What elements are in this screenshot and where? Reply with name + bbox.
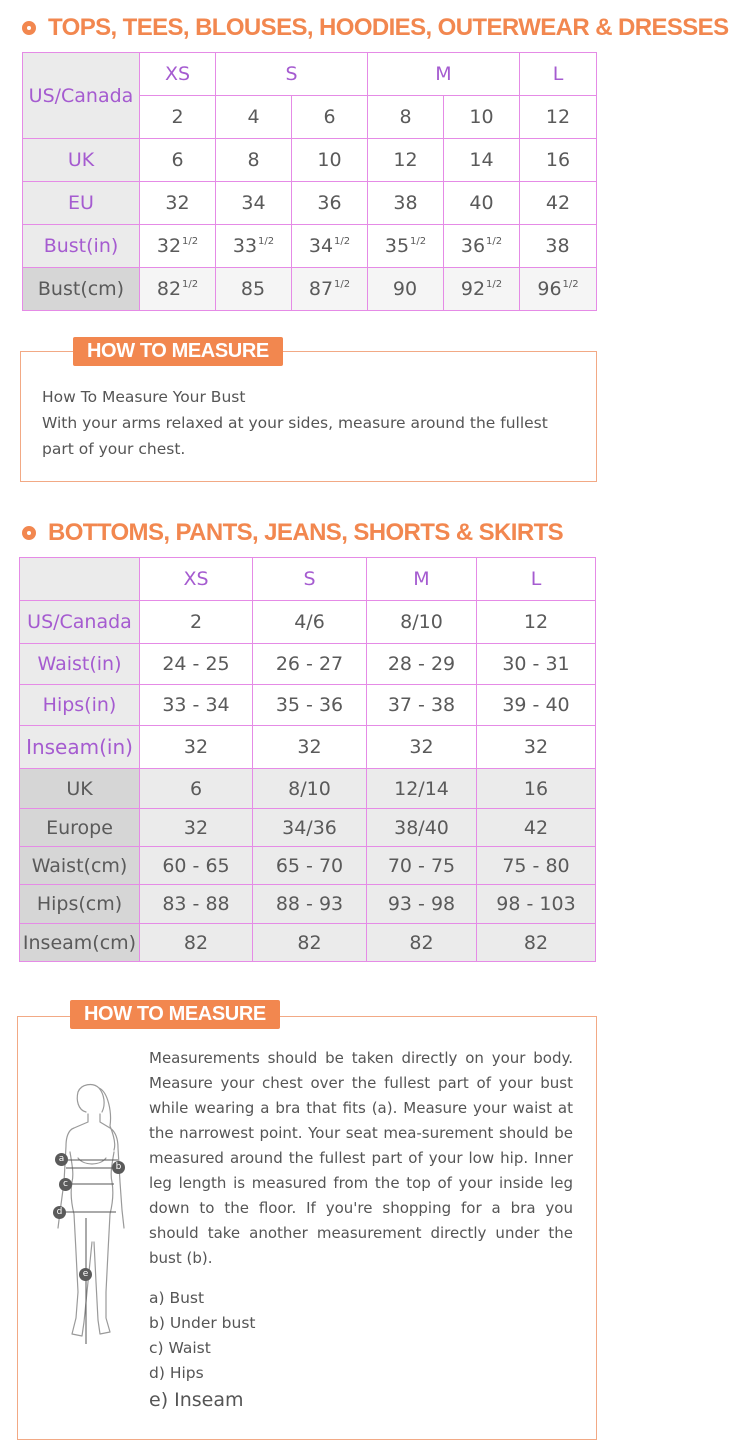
table-cell: 35 - 36 bbox=[253, 685, 367, 726]
size-l-header: L bbox=[477, 558, 596, 601]
bottoms-size-table bbox=[19, 557, 596, 962]
table-cell: 98 - 103 bbox=[477, 885, 596, 924]
table-cell: 88 - 93 bbox=[253, 885, 367, 924]
us-size-cell: 6 bbox=[292, 96, 368, 139]
row-label-hips-in: Hips(in) bbox=[20, 685, 140, 726]
us-size-cell: 4 bbox=[216, 96, 292, 139]
uk-size-cell: 14 bbox=[444, 139, 520, 182]
table-cell: 30 - 31 bbox=[477, 644, 596, 685]
table-cell: 65 - 70 bbox=[253, 847, 367, 885]
table-cell: 34/36 bbox=[253, 809, 367, 847]
legend-item-inseam: e) Inseam bbox=[149, 1389, 244, 1411]
bust-cm-cell: $92^{1/2}$ bbox=[444, 268, 520, 311]
row-label-hips-cm: Hips(cm) bbox=[20, 885, 140, 924]
size-xs-header: XS bbox=[140, 53, 216, 96]
table-cell: 38/40 bbox=[367, 809, 477, 847]
uk-size-cell: 16 bbox=[520, 139, 597, 182]
bust-in-cell: $33^{1/2}$ bbox=[216, 225, 292, 268]
table-cell: 24 - 25 bbox=[140, 644, 253, 685]
table-cell: 32 bbox=[367, 726, 477, 769]
table-cell: 82 bbox=[477, 924, 596, 962]
table-cell: 12/14 bbox=[367, 769, 477, 809]
size-m-header: M bbox=[368, 53, 520, 96]
measure-marker-c: c bbox=[59, 1178, 72, 1191]
eu-size-cell: 36 bbox=[292, 182, 368, 225]
uk-size-cell: 6 bbox=[140, 139, 216, 182]
measure-marker-d: d bbox=[53, 1206, 66, 1219]
bust-cm-cell: $82^{1/2}$ bbox=[140, 268, 216, 311]
row-label-inseam-cm: Inseam(cm) bbox=[20, 924, 140, 962]
eu-size-cell: 38 bbox=[368, 182, 444, 225]
circle-bullet-icon bbox=[22, 21, 36, 35]
size-m-header: M bbox=[367, 558, 477, 601]
table-cell: 4/6 bbox=[253, 601, 367, 644]
bust-measure-instructions: How To Measure Your Bust With your arms relaxed at your sides, measure around the fullest part of your chest. bbox=[42, 384, 587, 462]
table-cell: 2 bbox=[140, 601, 253, 644]
measurement-legend bbox=[149, 1286, 255, 1415]
tops-section-heading bbox=[22, 14, 729, 42]
row-label-uk: UK bbox=[23, 139, 140, 182]
table-cell: 32 bbox=[253, 726, 367, 769]
us-size-cell: 2 bbox=[140, 96, 216, 139]
how-to-measure-label: HOW TO MEASURE bbox=[73, 337, 283, 366]
row-label-waist-cm: Waist(cm) bbox=[20, 847, 140, 885]
measure-marker-a: a bbox=[55, 1153, 68, 1166]
row-label-inseam-in: Inseam(in) bbox=[20, 726, 140, 769]
table-cell: 28 - 29 bbox=[367, 644, 477, 685]
table-cell: 33 - 34 bbox=[140, 685, 253, 726]
uk-size-cell: 8 bbox=[216, 139, 292, 182]
table-cell: 83 - 88 bbox=[140, 885, 253, 924]
table-cell: 82 bbox=[140, 924, 253, 962]
legend-item-hips: d) Hips bbox=[149, 1364, 204, 1382]
measure-marker-b: b bbox=[112, 1161, 125, 1174]
bust-cm-cell: $96^{1/2}$ bbox=[520, 268, 597, 311]
row-label-bust-cm: Bust(cm) bbox=[23, 268, 140, 311]
eu-size-cell: 42 bbox=[520, 182, 597, 225]
row-label-europe: Europe bbox=[20, 809, 140, 847]
row-label-bust-in: Bust(in) bbox=[23, 225, 140, 268]
table-cell: 93 - 98 bbox=[367, 885, 477, 924]
bust-in-cell: $35^{1/2}$ bbox=[368, 225, 444, 268]
bust-cm-cell: 85 bbox=[216, 268, 292, 311]
row-label-eu: EU bbox=[23, 182, 140, 225]
circle-bullet-icon bbox=[22, 526, 36, 540]
table-cell: 32 bbox=[477, 726, 596, 769]
table-cell: 42 bbox=[477, 809, 596, 847]
bust-measure-heading: How To Measure Your Bust bbox=[42, 388, 246, 406]
legend-item-bust: a) Bust bbox=[149, 1289, 205, 1307]
bust-cm-cell: $87^{1/2}$ bbox=[292, 268, 368, 311]
table-cell: 32 bbox=[140, 726, 253, 769]
legend-item-waist: c) Waist bbox=[149, 1339, 211, 1357]
bust-in-cell: $34^{1/2}$ bbox=[292, 225, 368, 268]
eu-size-cell: 40 bbox=[444, 182, 520, 225]
tops-size-table bbox=[22, 52, 597, 311]
table-cell: 8/10 bbox=[253, 769, 367, 809]
bust-cm-cell: 90 bbox=[368, 268, 444, 311]
corner-cell bbox=[20, 558, 140, 601]
size-s-header: S bbox=[216, 53, 368, 96]
table-cell: 32 bbox=[140, 809, 253, 847]
uk-size-cell: 10 bbox=[292, 139, 368, 182]
table-cell: 82 bbox=[367, 924, 477, 962]
table-cell: 70 - 75 bbox=[367, 847, 477, 885]
table-cell: 37 - 38 bbox=[367, 685, 477, 726]
table-cell: 39 - 40 bbox=[477, 685, 596, 726]
table-cell: 60 - 65 bbox=[140, 847, 253, 885]
size-l-header: L bbox=[520, 53, 597, 96]
row-label-us-canada: US/Canada bbox=[20, 601, 140, 644]
us-size-cell: 12 bbox=[520, 96, 597, 139]
how-to-measure-label: HOW TO MEASURE bbox=[70, 1000, 280, 1029]
eu-size-cell: 34 bbox=[216, 182, 292, 225]
table-cell: 8/10 bbox=[367, 601, 477, 644]
table-cell: 6 bbox=[140, 769, 253, 809]
us-size-cell: 10 bbox=[444, 96, 520, 139]
legend-item-under-bust: b) Under bust bbox=[149, 1314, 256, 1332]
table-cell: 26 - 27 bbox=[253, 644, 367, 685]
us-size-cell: 8 bbox=[368, 96, 444, 139]
table-cell: 16 bbox=[477, 769, 596, 809]
measure-marker-e: e bbox=[79, 1268, 92, 1281]
eu-size-cell: 32 bbox=[140, 182, 216, 225]
tops-title: TOPS, TEES, BLOUSES, HOODIES, OUTERWEAR & DRESSES bbox=[48, 14, 729, 41]
uk-size-cell: 12 bbox=[368, 139, 444, 182]
bottoms-section-heading bbox=[22, 519, 563, 547]
table-cell: 12 bbox=[477, 601, 596, 644]
size-s-header: S bbox=[253, 558, 367, 601]
row-label-us-canada: US/Canada bbox=[23, 53, 140, 139]
bust-in-cell: $32^{1/2}$ bbox=[140, 225, 216, 268]
bottoms-title: BOTTOMS, PANTS, JEANS, SHORTS & SKIRTS bbox=[48, 519, 564, 546]
row-label-waist-in: Waist(in) bbox=[20, 644, 140, 685]
table-cell: 82 bbox=[253, 924, 367, 962]
measurement-instructions: Measurements should be taken directly on your body. Measure your chest over the fullest part of your bust while wearing a bra that fits (a). Measure your waist at the narrowest point. Your seat mea-surement should be measured around the fullest part of your low hip. Inner leg length is measured from the top of your inside leg down to the floor. If you're shopping for a bra you should take another measurement directly under the bust (b). bbox=[149, 1049, 573, 1267]
bust-in-cell: 38 bbox=[520, 225, 597, 268]
bust-in-cell: $36^{1/2}$ bbox=[444, 225, 520, 268]
row-label-uk: UK bbox=[20, 769, 140, 809]
table-cell: 75 - 80 bbox=[477, 847, 596, 885]
size-xs-header: XS bbox=[140, 558, 253, 601]
